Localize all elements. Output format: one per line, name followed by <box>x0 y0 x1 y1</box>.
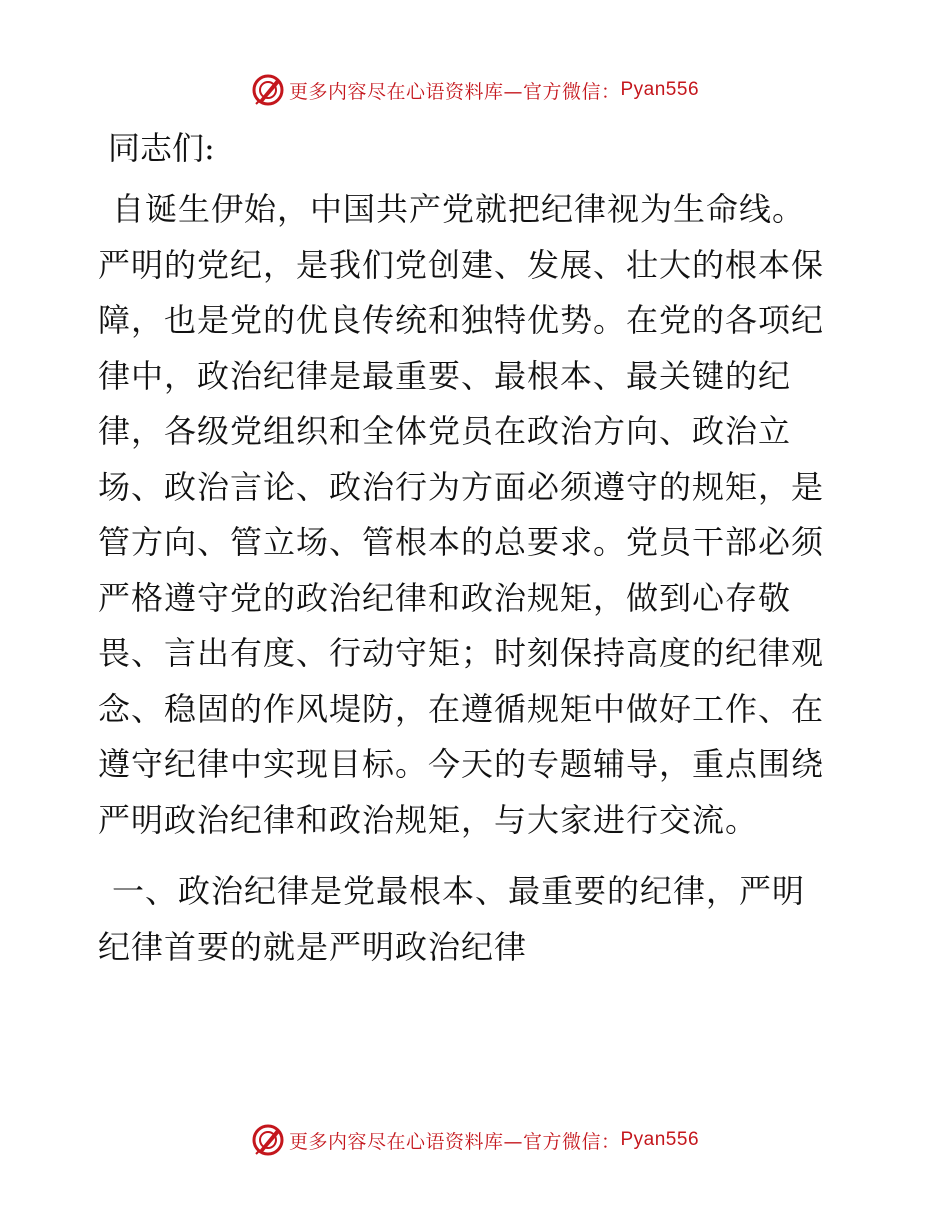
watermark-wechat-id: Pyan556 <box>620 79 700 100</box>
paragraph-line: 严格遵守党的政治纪律和政治规矩，做到心存敬 <box>98 578 792 617</box>
greeting: 同志们: <box>108 129 215 167</box>
quill-pen-circle-icon <box>251 1123 285 1157</box>
watermark-text: 更多内容尽在心语资料库—官方微信： <box>288 1130 621 1153</box>
paragraph-line: 障，也是党的优良传统和独特优势。在党的各项纪 <box>98 301 825 339</box>
paragraph-line: 律中，政治纪律是最重要、最根本、最关键的纪 <box>98 356 792 395</box>
heading-line: 纪律首要的就是严明政治纪律 <box>98 927 528 966</box>
footer-watermark <box>0 1120 950 1160</box>
paragraph-line: 遵守纪律中实现目标。今天的专题辅导，重点围绕 <box>98 745 825 783</box>
paragraph-line: 自诞生伊始，中国共产党就把纪律视为生命线。 <box>112 190 806 228</box>
paragraph-line: 严明政治纪律和政治规矩，与大家进行交流。 <box>98 800 759 839</box>
paragraph-line: 场、政治言论、政治行为方面必须遵守的规矩，是 <box>98 467 825 506</box>
document-body <box>98 124 858 975</box>
header-watermark <box>0 70 950 110</box>
paragraph-line: 畏、言出有度、行动守矩；时刻保持高度的纪律观 <box>98 634 825 672</box>
intro-paragraph <box>98 182 858 848</box>
watermark-text: 更多内容尽在心语资料库—官方微信： <box>288 80 621 103</box>
quill-pen-circle-icon <box>251 73 285 107</box>
paragraph-line: 严明的党纪，是我们党创建、发展、壮大的根本保 <box>98 245 825 284</box>
watermark-wechat-id: Pyan556 <box>620 1129 700 1150</box>
paragraph-line: 管方向、管立场、管根本的总要求。党员干部必须 <box>98 523 825 561</box>
paragraph-line: 律，各级党组织和全体党员在政治方向、政治立 <box>98 412 792 450</box>
section-heading <box>98 864 858 975</box>
paragraph-line: 念、稳固的作风堤防，在遵循规矩中做好工作、在 <box>98 689 825 728</box>
heading-line: 一、政治纪律是党最根本、最重要的纪律，严明 <box>112 872 806 910</box>
